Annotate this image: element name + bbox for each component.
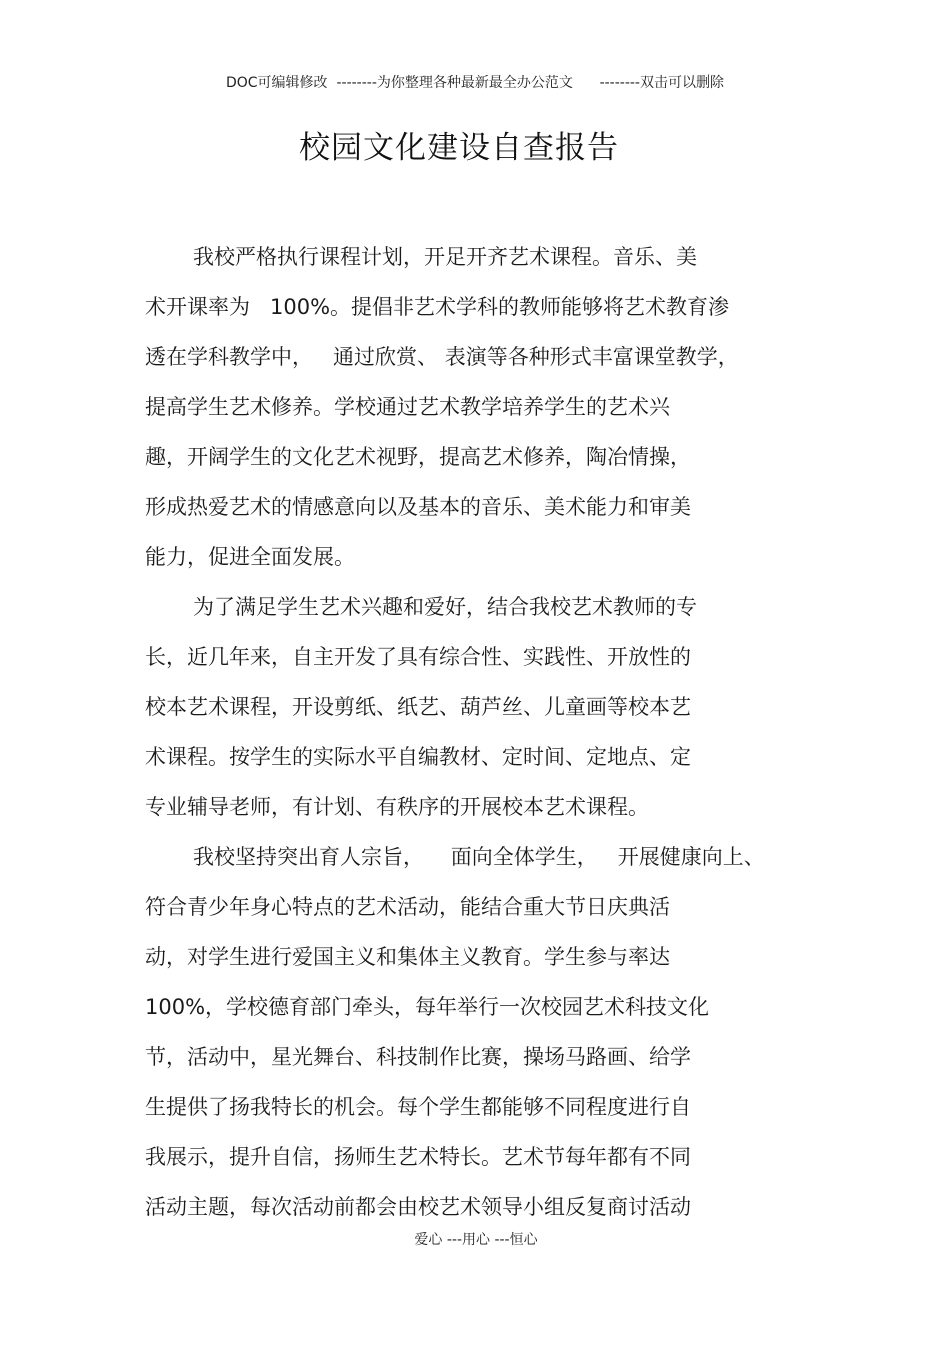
document-title: 校园文化建设自查报告 [299,130,619,166]
body-line: 为了满足学生艺术兴趣和爱好，结合我校艺术教师的专 [193,595,697,619]
page-header: DOC可编辑修改 --------为你整理各种最新最全办公范文 --------双击可以删除 [225,75,724,91]
body-line: 我展示，提升自信，扬师生艺术特长。艺术节每年都有不同 [145,1145,691,1169]
body-line: 长，近几年来，自主开发了具有综合性、实践性、开放性的 [145,645,691,669]
page-footer: 爱心 ---用心 ---恒心 [414,1232,538,1248]
body-line: 提高学生艺术修养。学校通过艺术教学培养学生的艺术兴 [145,395,670,419]
body-line: 术课程。按学生的实际水平自编教材、定时间、定地点、定 [145,745,691,769]
body-line: 校本艺术课程，开设剪纸、纸艺、葫芦丝、儿童画等校本艺 [145,695,691,719]
body-line: 趣，开阔学生的文化艺术视野，提高艺术修养，陶冶情操， [145,445,691,469]
body-line: 我校坚持突出育人宗旨， 面向全体学生， 开展健康向上、 [193,845,765,869]
body-line: 专业辅导老师，有计划、有秩序的开展校本艺术课程。 [145,795,649,819]
body-line: 符合青少年身心特点的艺术活动，能结合重大节日庆典活 [145,895,670,919]
body-line: 活动主题，每次活动前都会由校艺术领导小组反复商讨活动 [145,1195,691,1219]
body-line: 我校严格执行课程计划，开足开齐艺术课程。音乐、美 [193,245,697,269]
body-line: 术开课率为 100%。提倡非艺术学科的教师能够将艺术教育渗 [145,295,730,319]
body-line: 动，对学生进行爱国主义和集体主义教育。学生参与率达 [145,945,670,969]
body-line: 节，活动中，星光舞台、科技制作比赛，操场马路画、给学 [145,1045,691,1069]
body-line: 能力，促进全面发展。 [145,545,355,569]
body-line: 100%，学校德育部门牵头，每年举行一次校园艺术科技文化 [145,995,710,1019]
body-line: 形成热爱艺术的情感意向以及基本的音乐、美术能力和审美 [145,495,691,519]
body-line: 透在学科教学中， 通过欣赏、 表演等各种形式丰富课堂教学， [145,345,739,369]
body-line: 生提供了扬我特长的机会。每个学生都能够不同程度进行自 [145,1095,691,1119]
